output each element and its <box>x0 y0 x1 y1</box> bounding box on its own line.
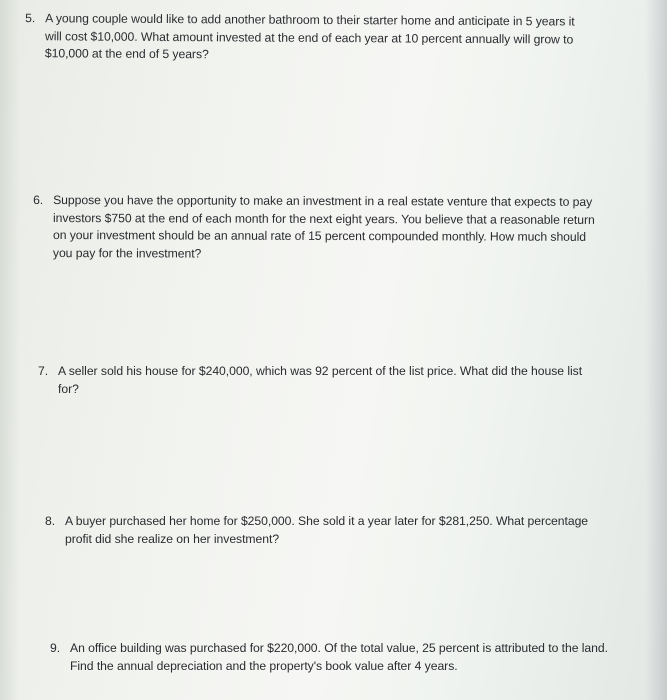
question-number: 9. <box>50 641 61 655</box>
question-text: A seller sold his house for $240,000, which was 92 percent of the list price. What did the house list for? <box>58 364 583 396</box>
question-text: An office building was purchased for $220,000. Of the total value, 25 percent is attributed to the land. Find the annual depreciation and the property's book value after 4 years. <box>70 641 608 673</box>
question-text: A buyer purchased her home for $250,000. She sold it a year later for $281,250. What percentage profit did she realize on her investment? <box>65 514 589 546</box>
question-5 <box>25 10 635 67</box>
question-8 <box>45 513 615 548</box>
question-number: 8. <box>45 514 56 528</box>
question-number: 7. <box>38 364 49 378</box>
question-6 <box>33 192 633 264</box>
paper-shadow-left <box>0 0 20 700</box>
question-number: 5. <box>25 11 36 26</box>
question-7 <box>38 363 618 398</box>
question-number: 6. <box>33 192 44 207</box>
paper-shadow-right <box>645 0 667 700</box>
question-9 <box>50 640 620 675</box>
question-text: Suppose you have the opportunity to make an investment in a real estate venture that expects to pay investors $750 at the end of each month for the next eight years. You believe that a reasonable return on your investment should be an annual rate of 15 percent compounded monthly. How much should you pay for the investment? <box>52 193 595 261</box>
question-text: A young couple would like to add another bathroom to their starter home and anticipate in 5 years it will cost $10,000. What amount invested at the end of each year at 10 percent annually will grow to $10,000 at the end of 5 years? <box>44 11 575 62</box>
